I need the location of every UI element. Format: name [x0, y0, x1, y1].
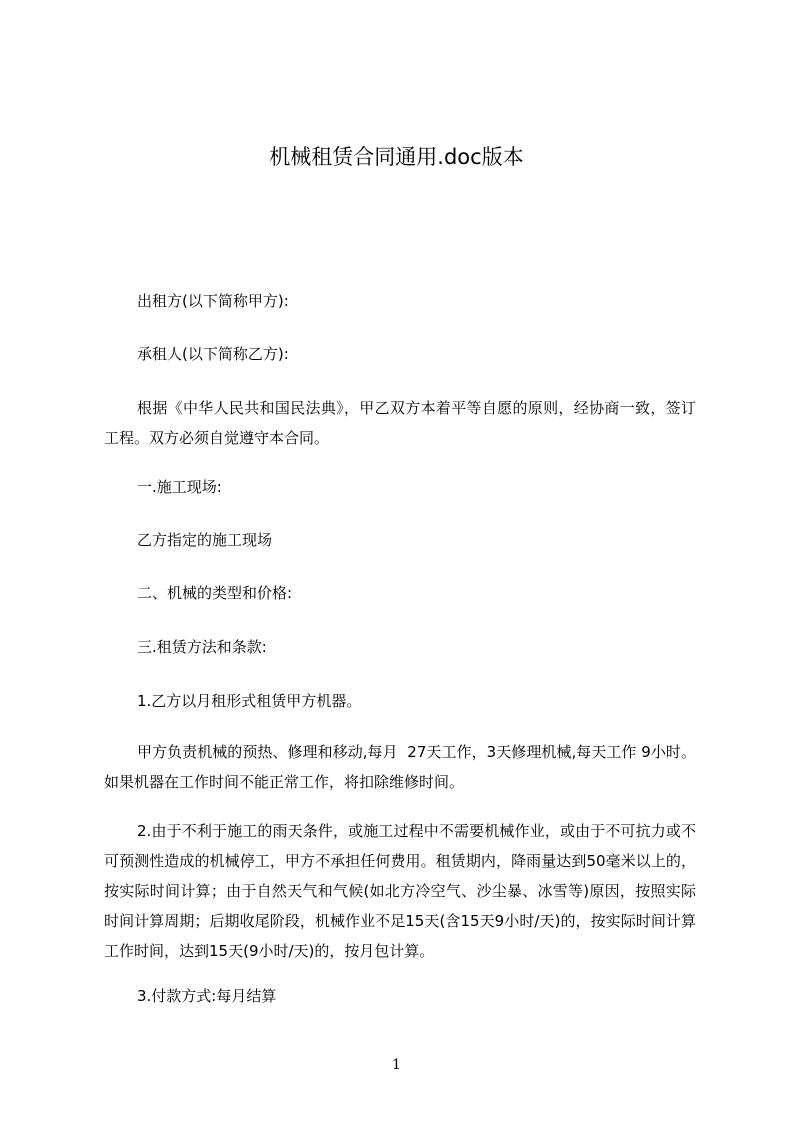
item-1-detail: 甲方负责机械的预热、修理和移动,每月 27天工作，3天修理机械,每天工作 9小时。如果机器在工作时间不能正常工作，将扣除维修时间。: [104, 743, 696, 791]
page-number: 1: [392, 1057, 401, 1073]
document-title: 机械租赁合同通用.doc版本: [269, 145, 524, 169]
item-1: 1.乙方以月租形式租赁甲方机器。: [137, 692, 362, 710]
lessee-line: 承租人(以下简称乙方):: [137, 345, 289, 363]
section-1-body: 乙方指定的施工现场: [137, 531, 273, 549]
section-1-heading: 一.施工现场:: [137, 478, 222, 496]
intro-paragraph: 根据《中华人民共和国民法典》，甲乙双方本着平等自愿的原则，经协商一致，签订工程。双方必须自觉遵守本合同。: [104, 399, 696, 447]
section-2-heading: 二、机械的类型和价格:: [137, 584, 293, 602]
item-3: 3.付款方式:每月结算: [137, 987, 277, 1005]
lessor-line: 出租方(以下简称甲方):: [137, 292, 289, 310]
item-2-paragraph: 2.由于不利于施工的雨天条件，或施工过程中不需要机械作业，或由于不可抗力或不可预测性造成的机械停工，甲方不承担任何费用。租赁期内，降雨量达到50毫米以上的，按实际时间计算；由于自然天气和气候(如北方冷空气、沙尘暴、冰雪等)原因，按照实际时间计算周期；后期收尾阶段，机械作业不足15天(含15天9小时/天)的，按实际时间计算工作时间，达到15天(9小时/天)的，按月包计算。: [104, 822, 696, 960]
section-3-heading: 三.租赁方法和条款:: [137, 638, 267, 656]
